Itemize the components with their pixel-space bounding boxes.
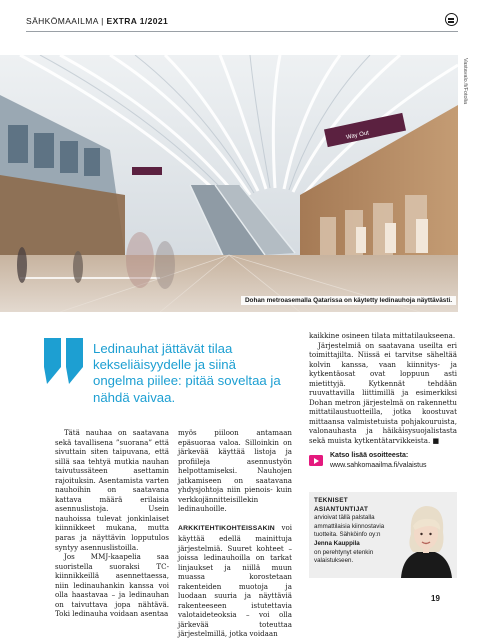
expert-box-description: arvioivat tällä palstalla ammattilaisia kiinnostavia tuotteita. Sähköinfo oy:n (314, 514, 385, 539)
paragraph-text: voi käyttää edellä mainittuja järjestelmiä. Suuret kohteet – joissa ledinauhoilla on tarkat linjaukset ja niillä muun muassa korostetaan rakenteiden muotoja ja luodaan suuria ja näyttäviä rakenteeseen istutettavia valotaideteoksia – voi olla järkevää toteuttaa järjestelmillä, jotka voidaan (178, 523, 292, 639)
expert-role: on perehtynyt etenkin valaistukseen. (314, 548, 374, 565)
magazine-logo-icon (445, 13, 458, 26)
paragraph: Jos MMJ-kaapelia saa suoristella suoraksi TC-kiinnikkeillä asennettaessa, niin ledinauhankin kanssa voi olla haastavaa – ja ledinauhan on taivuttava jopa nähtävä. Toki ledinauha voidaan asentaa (55, 552, 169, 619)
page-number: 19 (431, 594, 440, 603)
header-separator: | (101, 16, 104, 26)
video-label: Katso lisää osoitteesta: (330, 452, 409, 459)
issue-label: EXTRA 1/2021 (106, 16, 169, 26)
paragraph: myös piiloon antamaan epäsuoraa valoa. Silloinkin on järkevää käyttää listoja ja profiileja asennustyön helpottamiseksi. Nauhojen jatkamiseen on saatavana yhdysjohtoja niin pienois- kuin verkkojännitteisillekin ledinauhoille. (178, 428, 292, 514)
photo-caption: Dohan metroasemalla Qatarissa on käytetty ledinauhoja näyttävästi. (241, 296, 456, 305)
quote-mark-icon (44, 338, 86, 388)
paragraph: Järjestelmiä on saatavana useilta eri toimittajilta. Niissä ei tarvitse säheltää kolvin kanssa, vaan kiinnitys- ja kytkentäosat ovat loppuun asti mietittyjä. Kytkennät tehdään ruuvattavilla liittimillä ja esimerkiksi Dohan metron järjestelmä on rakennettu mittatilaustuotteilla, jotka koostuvat mittaansa valmistetuista pohjakouruista, valonauhasta ja häikäisysuojalistasta sekä muista kytkentätarvikkeista. ■ (309, 340, 457, 446)
magazine-name: SÄHKÖMAAILMA (26, 16, 99, 26)
video-url[interactable]: www.sahkomaailma.fi/valaistus (330, 461, 427, 469)
header-rule (26, 31, 458, 32)
svg-text:Way Out: Way Out (345, 130, 370, 142)
expert-name: Jenna Kauppila (314, 539, 360, 547)
expert-box-text (314, 497, 398, 566)
article-column-2 (178, 428, 292, 639)
photo-credit: Vastavalo.fi/Fotolia (462, 58, 468, 105)
paragraph: kaikkine osineen tilata mittatilaukseena. (309, 331, 456, 340)
pull-quote: Ledinauhat jättävät tilaa kekseliäisyydelle ja siinä ongelma piilee: pitää soveltaa ja nähdä vaivaa. (93, 341, 281, 405)
running-header (26, 16, 168, 26)
paragraph (178, 523, 292, 639)
article-column-1 (55, 428, 169, 619)
video-link[interactable] (330, 451, 460, 470)
expert-portrait (395, 500, 457, 582)
expert-box-heading: TEKNISET ASIANTUNTIJAT (314, 497, 369, 513)
metro-station-photo (0, 55, 458, 312)
article-column-3 (309, 331, 457, 446)
paragraph: Tätä nauhaa on saatavana sekä tavallisena ”suorana” että sivuttain siten taipuvana, että sillä saa tehtyä mutkia nauhan taivutussäteen asettamin rajoituksin. Asentamista varten nauhoihin on saatavana kattava määrä erilaisia asennuslistoja. Usein nauhoissa tulevat jonkinlaiset kiinnikkeet mukana, mutta paras ja näyttävin lopputulos syntyy asennuslistoilla. (55, 428, 169, 552)
video-play-icon (309, 455, 323, 466)
subhead-lead: ARKKITEHTIKOHTEISSAKIN (178, 525, 275, 533)
